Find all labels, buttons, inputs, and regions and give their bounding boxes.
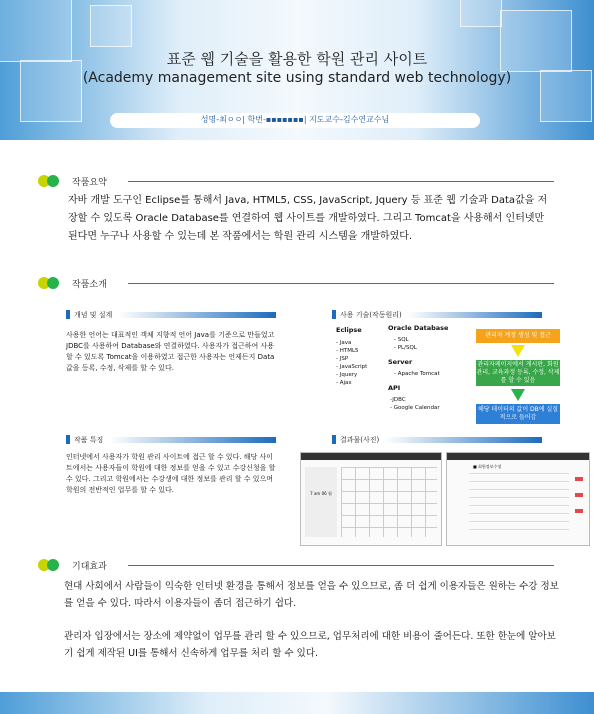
section-title: 작품요약 xyxy=(72,177,107,188)
footer-banner xyxy=(0,692,594,714)
section-title: 작품소개 xyxy=(72,279,107,290)
tech-item: - Google Calendar xyxy=(390,405,440,411)
flow-step-create-admin: 관리자 계정 생성 및 접근 xyxy=(476,329,560,343)
tech-item: - JavaScript xyxy=(336,364,368,370)
header-banner xyxy=(0,0,594,140)
flow-step-db: 해당 데이터의 값이 DB에 실질적으로 들어감 xyxy=(476,404,560,424)
effect-text-2: 관리자 입장에서는 장소에 제약없이 업무를 관리 할 수 있으므로, 업무처리에 대한 비용이 줄어든다. 또한 한눈에 알아보기 쉽게 제작된 UI를 통해서 신속하게 업무를 처리 할 수 있다. xyxy=(64,631,556,659)
author-line: 성명-최ㅇㅇ| 학번-▪▪▪▪▪▪▪| 지도교수-김수연교수님 xyxy=(200,115,390,124)
section-heading-summary xyxy=(38,174,107,188)
flow-step-admin-page: 관리자페이지에서 게시판, 회원관리, 교육과정 등록, 수정, 삭제를 할 수 있음 xyxy=(476,361,560,384)
bullet-dots-icon xyxy=(38,277,68,289)
section-divider xyxy=(128,565,554,566)
screenshot-navbar xyxy=(301,453,441,460)
tech-item: - SQL xyxy=(394,337,409,343)
screenshot-navbar xyxy=(447,453,589,460)
screenshot-button xyxy=(575,509,583,513)
tech-item: - JSP xyxy=(336,356,349,362)
tech-item: - Java xyxy=(336,340,352,346)
bullet-dots-icon xyxy=(38,175,68,187)
tech-item: - PL/SQL xyxy=(394,345,417,351)
decor-cube xyxy=(90,5,132,47)
result-screenshot-calendar xyxy=(300,452,442,546)
section-heading-intro xyxy=(38,276,107,290)
tech-item: - Ajax xyxy=(336,380,352,386)
section-divider xyxy=(128,181,554,182)
sub-heading-tech: 사용 기술(작동원리) xyxy=(332,310,542,319)
page-title: 표준 웹 기술을 활용한 학원 관리 사이트 xyxy=(166,50,428,68)
tech-item: - Apache Tomcat xyxy=(394,371,440,377)
tech-item: -JDBC xyxy=(390,397,406,403)
screenshot-calendar-grid xyxy=(341,467,437,537)
section-heading-effect xyxy=(38,558,107,572)
section-divider xyxy=(128,283,554,284)
screenshot-sidebar xyxy=(305,467,337,537)
concept-text: 사용한 언어는 대표적인 객체 지향적 언어 Java를 기준으로 만들었고 JDBC를 사용하여 Database와 연결하였다. 사용자가 접근하여 사용할 수 있도록 Tomcat을 이용하였고 접근한 사용자는 언제든지 Data값을 등록, 수정, 삭제를 할 수 있다. xyxy=(66,331,275,372)
features-text: 인터넷에서 사용자가 학원 관리 사이트에 접근 할 수 있다. 해당 사이트에서는 사용자들이 학원에 대한 정보를 얻을 수 있고 수강신청을 할 수 있다. 그리고 학원에서는 수강생에 대한 정보를 관리 할 수 있으며 학원의 전반적인 업무를 할 수 있다. xyxy=(66,453,276,494)
decor-cube xyxy=(460,0,502,27)
arrow-down-icon xyxy=(511,389,525,401)
screenshot-text: ■ 회원정보수정 xyxy=(473,464,502,469)
tech-eclipse xyxy=(336,326,388,387)
sub-heading-concept: 개념 및 설계 xyxy=(66,310,276,319)
tech-api-title: API xyxy=(388,384,401,392)
arrow-down-icon xyxy=(511,345,525,357)
effect-text-1: 현대 사회에서 사람들이 익숙한 인터넷 환경을 통해서 정보를 얻을 수 있으므로, 좀 더 쉽게 이용자들은 원하는 수강 정보를 얻을 수 있다. 따라서 이용자들이 좀더 접근하기 쉽다. xyxy=(64,581,559,609)
section-title: 기대효과 xyxy=(72,561,107,572)
bullet-dots-icon xyxy=(38,559,68,571)
tech-oracle-title: Oracle Database xyxy=(388,324,449,332)
screenshot-button xyxy=(575,493,583,497)
tech-server-title: Server xyxy=(388,358,413,366)
screenshot-button xyxy=(575,477,583,481)
screenshot-form-rows xyxy=(469,473,569,533)
tech-oracle xyxy=(388,324,468,412)
screenshot-text: 7 am 06 월 xyxy=(310,491,332,496)
tech-eclipse-title: Eclipse xyxy=(336,326,362,334)
tech-item: - Jquery xyxy=(336,372,358,378)
sub-heading-results: 결과물(사진) xyxy=(332,435,542,444)
tech-item: - HTML5 xyxy=(336,348,359,354)
page-subtitle: (Academy management site using standard web technology) xyxy=(82,70,512,86)
sub-heading-features: 작품 특징 xyxy=(66,435,276,444)
result-screenshot-member-edit xyxy=(446,452,590,546)
summary-text: 자바 개발 도구인 Eclipse를 통해서 Java, HTML5, CSS, JavaScript, Jquery 등 표준 웹 기술과 Data값을 저장할 수 있도록 Oracle Database를 연결하여 웹 사이트를 개발하였다. 그리고 Tomcat을 사용해서 인터넷만 된다면 누구나 사용할 수 있는데 본 작품에서는 학원 관리 시스템을 개발하였다. xyxy=(68,195,548,242)
